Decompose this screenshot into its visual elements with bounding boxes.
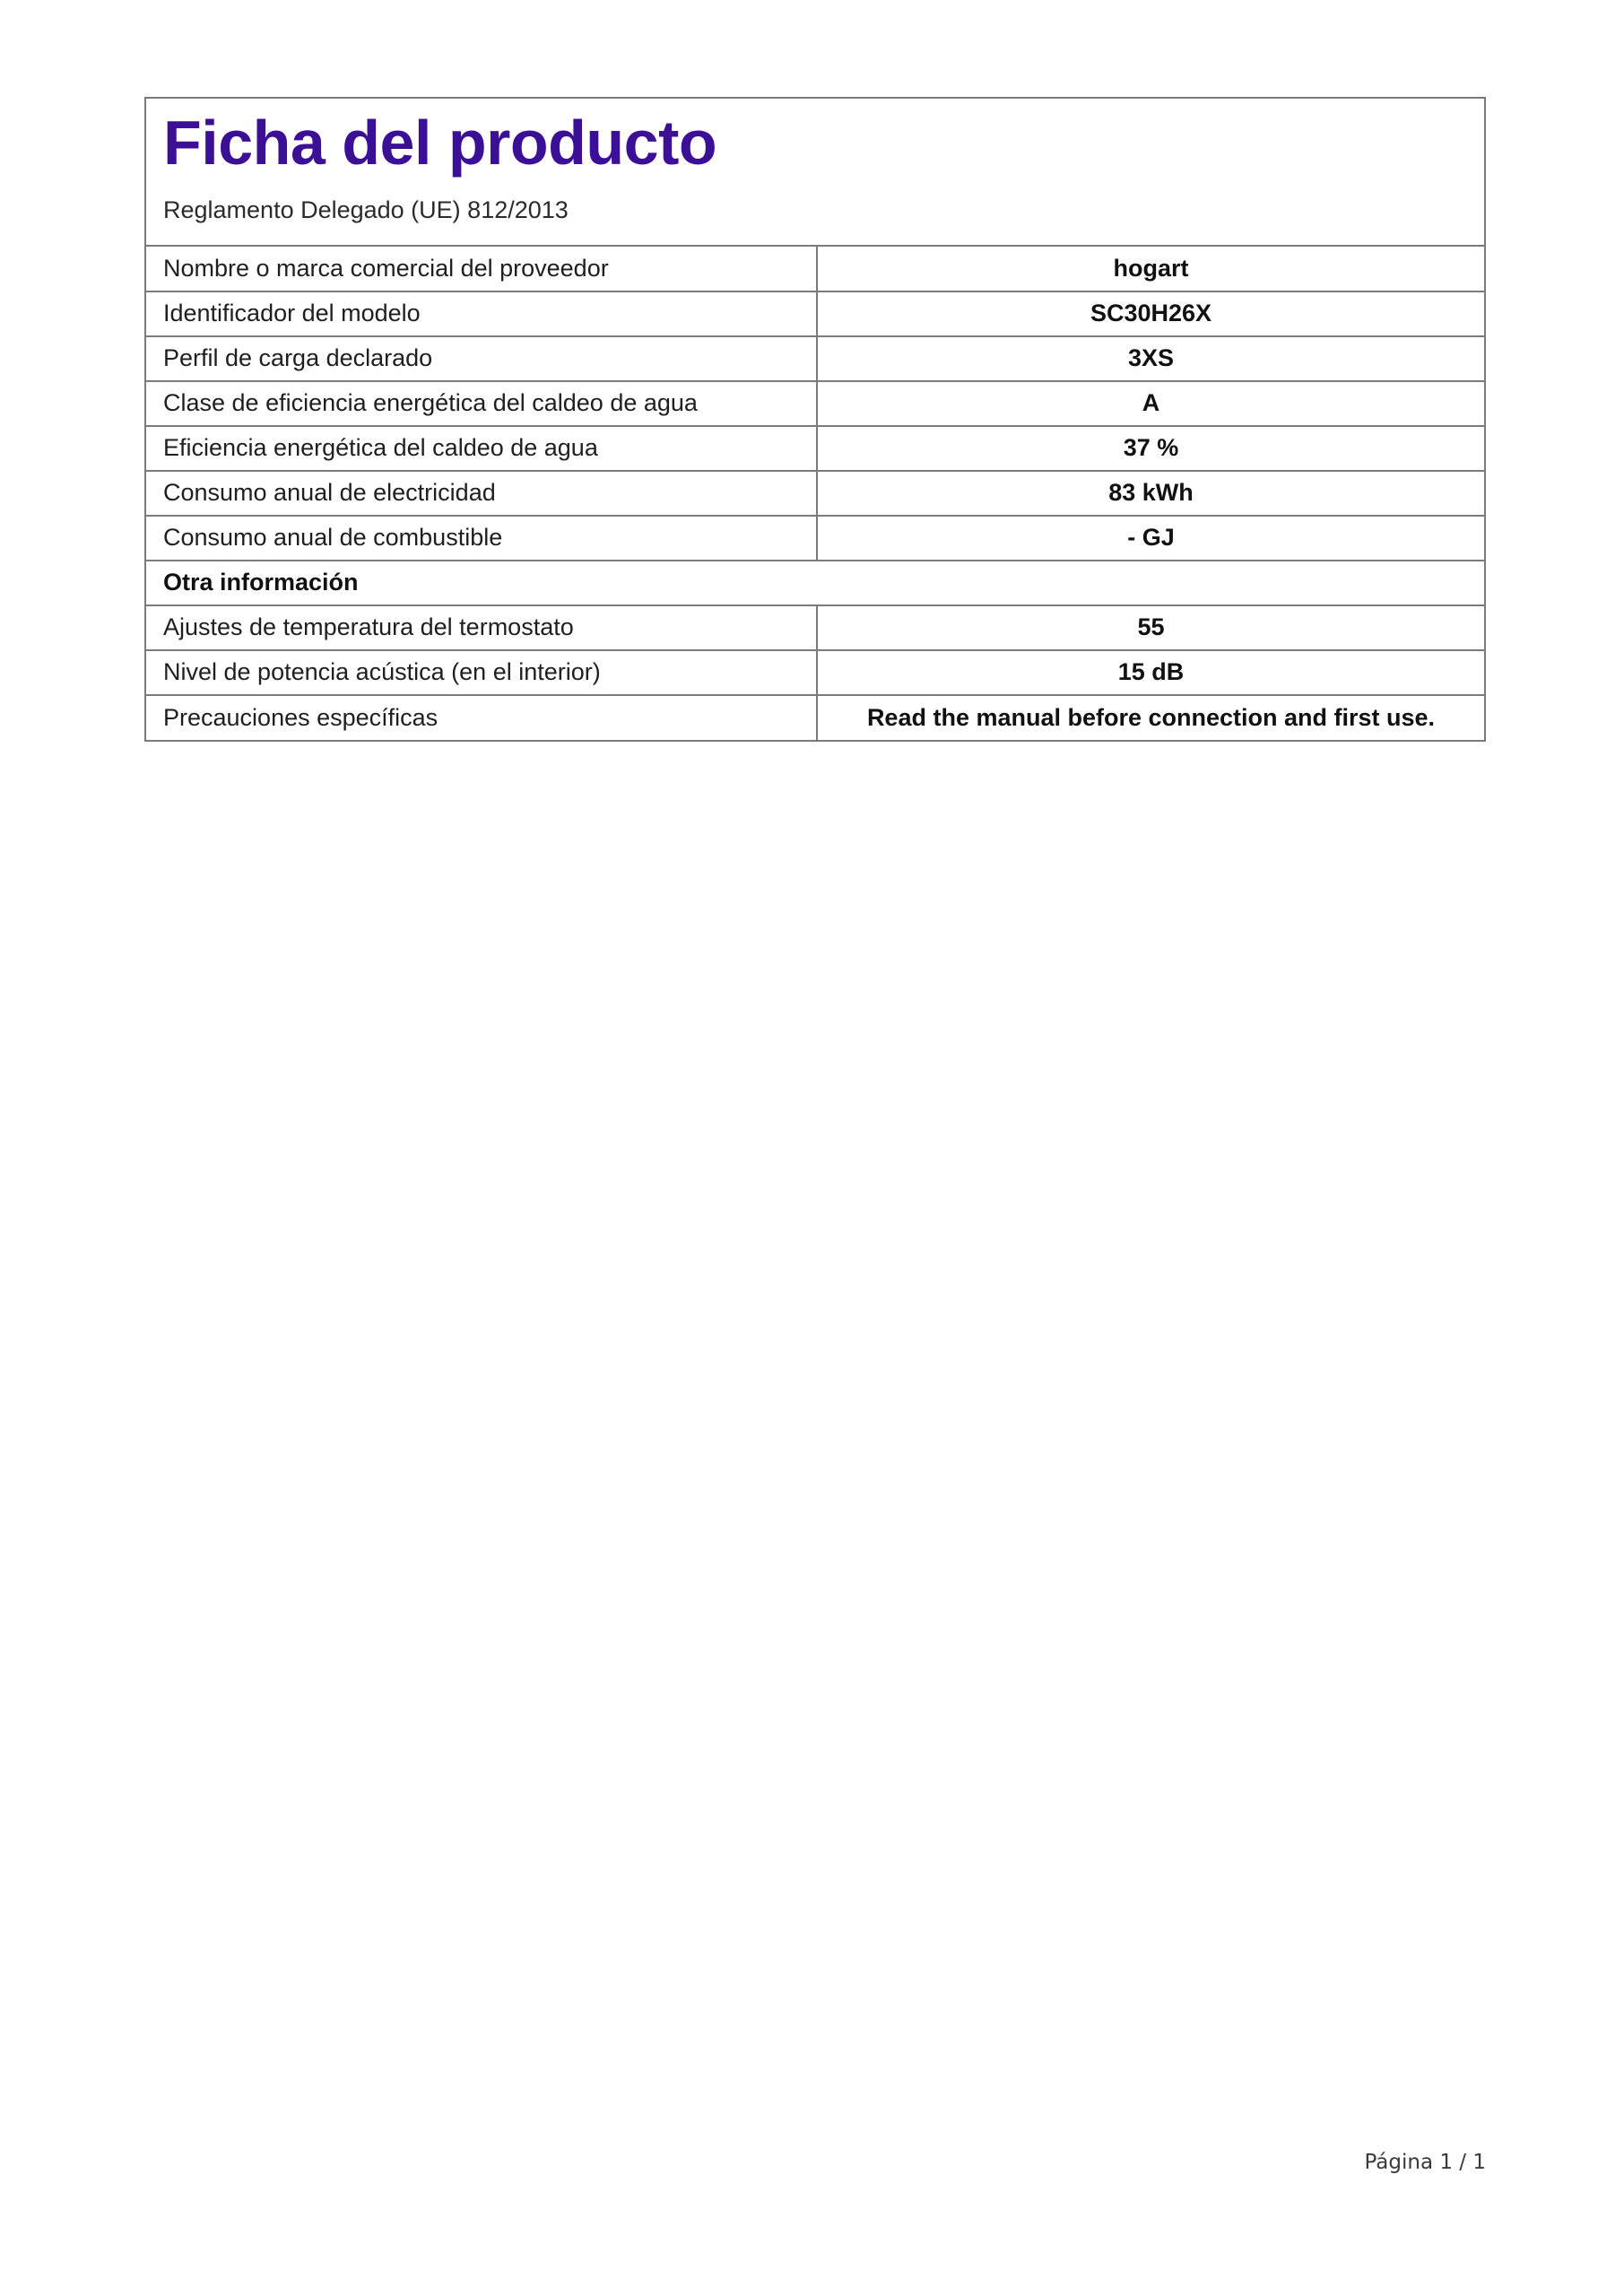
row-value-thermostat: 55	[817, 605, 1484, 650]
table-row	[146, 426, 1484, 471]
row-label-supplier: Nombre o marca comercial del proveedor	[146, 247, 817, 291]
table-row	[146, 291, 1484, 336]
row-value-efficiency: 37 %	[817, 426, 1484, 471]
page-title: Ficha del producto	[163, 108, 717, 178]
row-value-electricity: 83 kWh	[817, 471, 1484, 516]
table-row	[146, 695, 1484, 740]
table-row	[146, 605, 1484, 650]
row-label-fuel: Consumo anual de combustible	[146, 516, 817, 561]
row-value-supplier: hogart	[817, 247, 1484, 291]
section-row	[146, 561, 1484, 605]
row-label-precautions: Precauciones específicas	[146, 695, 817, 740]
row-value-fuel: - GJ	[817, 516, 1484, 561]
row-label-sound-power: Nivel de potencia acústica (en el interior)	[146, 650, 817, 695]
row-label-model: Identificador del modelo	[146, 291, 817, 336]
row-value-load-profile: 3XS	[817, 336, 1484, 381]
regulation-subtitle: Reglamento Delegado (UE) 812/2013	[163, 196, 569, 223]
product-sheet	[144, 97, 1486, 742]
table-row	[146, 336, 1484, 381]
row-value-efficiency-class: A	[817, 381, 1484, 426]
table-row	[146, 381, 1484, 426]
product-table	[146, 247, 1484, 740]
row-label-electricity: Consumo anual de electricidad	[146, 471, 817, 516]
page-number: Página 1 / 1	[1364, 2151, 1486, 2174]
row-label-efficiency: Eficiencia energética del caldeo de agua	[146, 426, 817, 471]
table-row	[146, 650, 1484, 695]
table-row	[146, 516, 1484, 561]
row-label-load-profile: Perfil de carga declarado	[146, 336, 817, 381]
row-value-precautions: Read the manual before connection and first use.	[866, 703, 1436, 731]
row-label-efficiency-class: Clase de eficiencia energética del caldeo de agua	[146, 381, 817, 426]
table-row	[146, 471, 1484, 516]
sheet-header	[146, 99, 1484, 247]
row-label-thermostat: Ajustes de temperatura del termostato	[146, 605, 817, 650]
table-row	[146, 247, 1484, 291]
section-heading-other-info: Otra información	[146, 561, 1484, 605]
row-value-model: SC30H26X	[817, 291, 1484, 336]
row-value-sound-power: 15 dB	[817, 650, 1484, 695]
